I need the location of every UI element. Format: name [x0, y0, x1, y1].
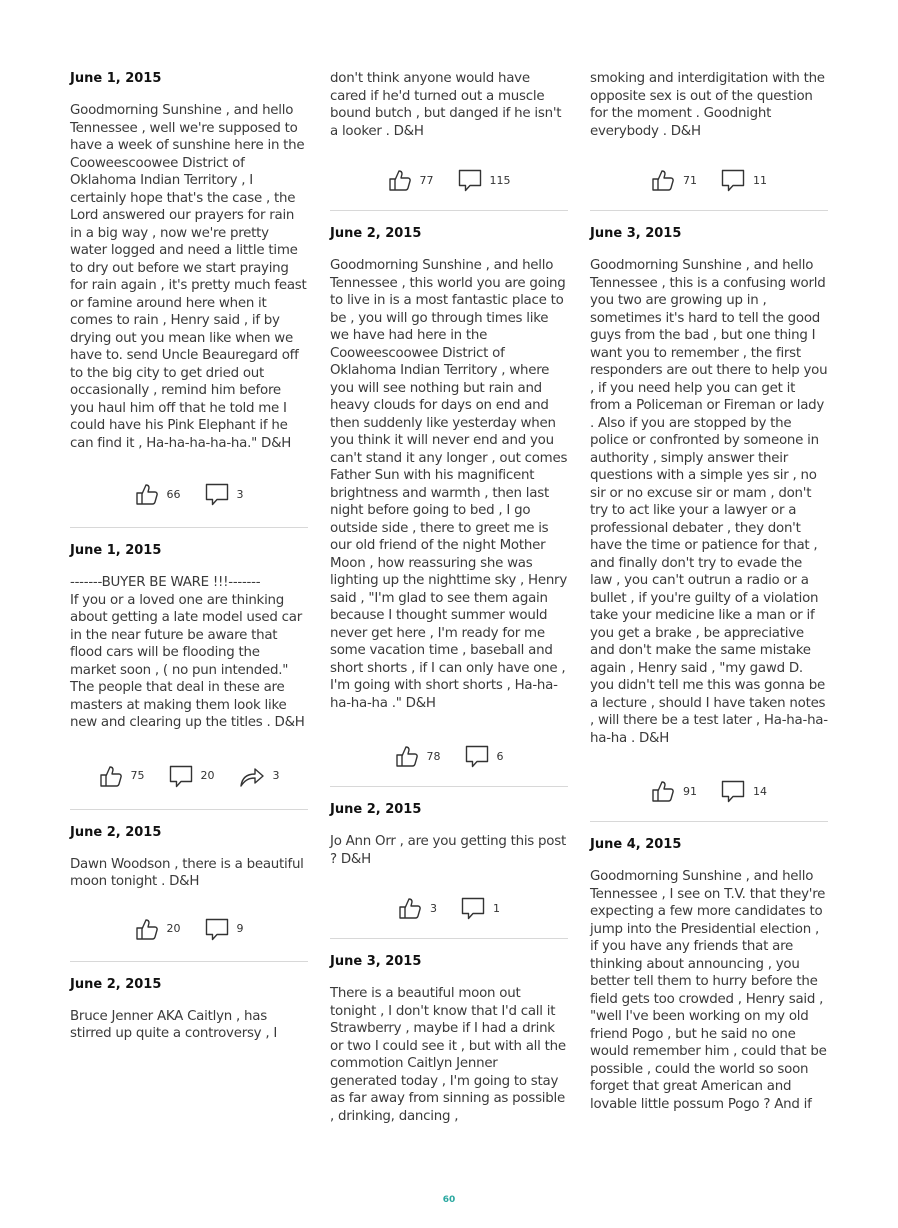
post-stats — [330, 736, 568, 776]
post — [330, 801, 568, 939]
post-text: Goodmorning Sunshine , and hello Tennessee , I see on T.V. that they're expecting a few more candidates to jump into the Presidential election , if you have any friends that are thinking about announcing , you better tell them to hurry before the field gets too crowded , Henry said , "well I've been working on my old friend Pogo , but he said no one would remember him , could that be possible , could the world so soon forget that great American and lovable little possum Pogo ? And if — [590, 869, 827, 1112]
post-date: June 4, 2015 — [590, 837, 682, 852]
thumbs-up-icon — [99, 764, 123, 788]
post-stats — [330, 160, 568, 200]
post-text: -------BUYER BE WARE !!!------- — [70, 575, 261, 590]
comment-stat[interactable] — [205, 917, 244, 941]
speech-bubble-icon — [721, 779, 745, 803]
post-text: Bruce Jenner AKA Caitlyn , has stirred up quite a controversy , I — [70, 1008, 278, 1041]
post-stats — [330, 888, 568, 928]
post-body — [70, 1008, 308, 1043]
thumbs-up-icon — [135, 917, 159, 941]
post — [330, 953, 568, 1125]
comment-stat[interactable] — [205, 482, 244, 506]
post-text: smoking and interdigitation with the opposite sex is out of the question for the moment . Goodnight everybody . D&H — [590, 71, 825, 139]
post-date: June 2, 2015 — [330, 226, 422, 241]
post-text: Dawn Woodson , there is a beautiful moon tonight . D&H — [70, 856, 304, 889]
post-stats — [70, 474, 308, 514]
post-date: June 3, 2015 — [590, 226, 682, 241]
post — [70, 70, 308, 528]
post-body — [590, 257, 828, 747]
like-count: 91 — [683, 784, 697, 798]
post-date: June 2, 2015 — [70, 976, 162, 992]
post-body — [70, 102, 308, 452]
post-text: Goodmorning Sunshine , and hello Tennessee , well we're supposed to have a week of sunshine here in the Cooweescoowee District of Oklahoma Indian Territory , I certainly hope that's the case , the Lord answered our prayers for rain in a big way , now we're pretty water logged and need a little time to dry out before we start praying for rain again , it's pretty much feast or famine around here when it comes to rain , Henry said , if by drying out you mean like when we have to. send Uncle Beauregard off to the big city to get dried out occasionally , remind him before you haul him off that he told me I could have his Pink Elephant if he can find it , Ha-ha-ha-ha-ha." D&H — [70, 103, 307, 451]
like-count: 75 — [130, 769, 145, 782]
comment-stat[interactable] — [721, 168, 767, 192]
comment-count: 6 — [496, 749, 504, 763]
post-text: Goodmorning Sunshine , and hello Tennessee , this world you are going to live in is a most fantastic place to be , you will go through times like we have had here in the Cooweescoowee District of Oklahoma Indian Territory , where you will see nothing but rain and heavy clouds for days on end and then suddenly like yesterday when you think it will never end and you can't stand it any longer , out comes Father Sun with his magnificent brightness and warmth , then last night before going to bed , I go outside side , there to greet me is our old friend of the night Mother Moon , how reassuring she was lighting up the nighttime sky , Henry said , "I'm glad to see them again because I thought summer would never get here , I'm ready for me some vacation time , baseball and short shorts , if I can only have one , I'm going with short shorts , Ha-ha-ha-ha-ha ." D&H — [330, 258, 568, 711]
like-count: 20 — [166, 922, 181, 935]
thumbs-up-icon — [395, 744, 419, 768]
thumbs-up-icon — [398, 896, 422, 920]
post-body — [330, 70, 568, 140]
post-body — [590, 70, 828, 140]
post — [70, 542, 308, 810]
post-text: don't think anyone would have cared if he'd turned out a muscle bound butch , but danged if he isn't a looker . D&H — [330, 71, 562, 139]
like-stat[interactable] — [388, 168, 434, 192]
post-body — [590, 868, 828, 1113]
like-count: 3 — [430, 901, 437, 915]
post-body — [70, 574, 308, 732]
speech-bubble-icon — [458, 168, 482, 192]
comment-count: 14 — [753, 784, 767, 798]
post-body — [330, 985, 568, 1125]
column-2 — [330, 70, 568, 1125]
post-text: Jo Ann Orr , are you getting this post ? D&H — [330, 834, 566, 867]
thumbs-up-icon — [388, 168, 412, 192]
share-arrow-icon — [239, 764, 265, 788]
post-date: June 3, 2015 — [330, 954, 422, 969]
post — [330, 225, 568, 787]
share-stat[interactable] — [239, 764, 280, 788]
like-stat[interactable] — [398, 896, 437, 920]
column-3 — [590, 70, 828, 1113]
speech-bubble-icon — [721, 168, 745, 192]
post-date: June 2, 2015 — [70, 824, 162, 840]
speech-bubble-icon — [169, 764, 193, 788]
post — [70, 976, 308, 1043]
like-stat[interactable] — [135, 917, 181, 941]
like-stat[interactable] — [651, 779, 697, 803]
like-stat[interactable] — [651, 168, 697, 192]
post-text: There is a beautiful moon out tonight , I don't know that I'd call it Strawberry , maybe if I had a drink or two I could see it , but with all the commotion Caitlyn Jenner generated today , I'm going to stay as far away from sinning as possible , drinking, dancing , — [330, 986, 566, 1124]
post-text: If you or a loved one are thinking about getting a late model used car in the near future be aware that flood cars will be flooding the market soon , ( no pun intended." The people that deal in these are masters at making them look like new and clearing up the titles . D&H — [70, 592, 305, 730]
thumbs-up-icon — [651, 779, 675, 803]
like-count: 66 — [166, 487, 181, 501]
post-stats — [70, 756, 308, 796]
like-count: 77 — [419, 173, 434, 187]
post-text: Goodmorning Sunshine , and hello Tennessee , this is a confusing world you two are growing up in , sometimes it's hard to tell the good guys from the bad , but one thing I want you to remember , the first responders are out there to help you , if you need help you can get it from a Policeman or Fireman or lady . Also if you are stopped by the police or confronted by someone in authority , simply answer their questions with a simple yes sir , no sir or no excuse sir or mam , don't try to act like your a lawyer or a professional debater , they don't have the time or patience for that , and finally don't try to evade the law , you can't outrun a radio or a bullet , if you're guilty of a violation take your medicine like a man or if you get a brake , be appreciative and don't make the same mistake again , Henry said , "my gawd D. you didn't tell me this was gonna be a lecture , should I have taken notes , will there be a test later , Ha-ha-ha-ha-ha . D&H — [590, 258, 828, 746]
comment-stat[interactable] — [461, 896, 500, 920]
speech-bubble-icon — [465, 744, 489, 768]
comment-stat[interactable] — [458, 168, 511, 192]
post-date: June 2, 2015 — [330, 802, 422, 817]
speech-bubble-icon — [461, 896, 485, 920]
comment-count: 1 — [493, 901, 500, 915]
thumbs-up-icon — [651, 168, 675, 192]
post-body — [330, 833, 568, 868]
like-count: 71 — [683, 173, 697, 187]
comment-stat[interactable] — [721, 779, 767, 803]
thumbs-up-icon — [135, 482, 159, 506]
page-number: 60 — [442, 1195, 456, 1205]
post-stats — [590, 771, 828, 811]
speech-bubble-icon — [205, 917, 229, 941]
post-continued — [330, 70, 568, 211]
comment-count: 9 — [236, 922, 244, 935]
post-continued — [590, 70, 828, 211]
comment-stat[interactable] — [169, 764, 215, 788]
comment-stat[interactable] — [465, 744, 504, 768]
comment-count: 115 — [489, 173, 511, 187]
post — [70, 824, 308, 962]
comment-count: 20 — [200, 769, 215, 782]
comment-count: 11 — [753, 173, 767, 187]
post-date: June 1, 2015 — [70, 543, 162, 558]
post — [590, 836, 828, 1113]
post — [590, 225, 828, 822]
share-count: 3 — [272, 769, 280, 782]
post-body — [70, 856, 308, 891]
post-body — [330, 257, 568, 712]
speech-bubble-icon — [205, 482, 229, 506]
post-stats — [590, 160, 828, 200]
like-stat[interactable] — [135, 482, 181, 506]
column-1 — [70, 70, 308, 1043]
like-stat[interactable] — [395, 744, 441, 768]
like-stat[interactable] — [99, 764, 145, 788]
like-count: 78 — [426, 749, 441, 763]
comment-count: 3 — [236, 487, 244, 501]
post-stats — [70, 909, 308, 949]
post-date: June 1, 2015 — [70, 71, 162, 86]
